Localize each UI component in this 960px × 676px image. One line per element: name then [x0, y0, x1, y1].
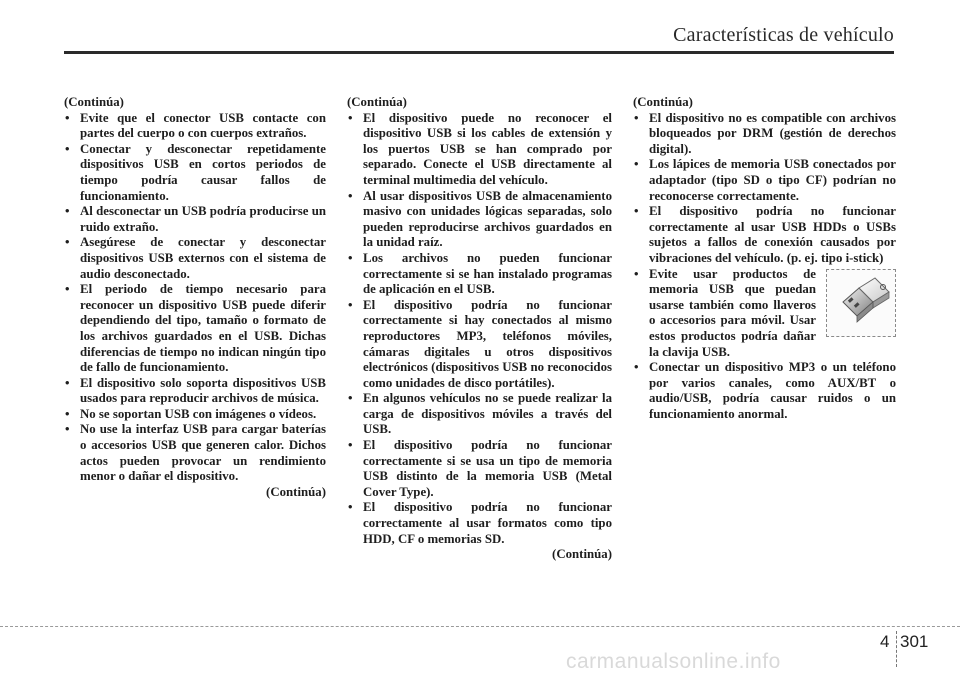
- bullet-item: • Conectar y desconectar repetidamente dispositivos USB en cortos periodos de tiempo podría causar fallos de funcionamiento.: [64, 142, 326, 204]
- bullet-item: • El dispositivo podría no funcionar correctamente si hay conectados al mismo reproductores MP3, teléfonos móviles, cámaras digitales u otros dispositivos electrónicos (dispositivos USB no reconocidos como unidades de disco portátiles).: [347, 298, 612, 392]
- bullet-item: • El dispositivo podría no funcionar correctamente al usar formatos como tipo HDD, CF o memorias SD.: [347, 500, 612, 547]
- usb-keychain-figure: [826, 269, 896, 337]
- page-number-separator: [896, 631, 897, 667]
- bullet-list: [64, 111, 326, 485]
- bullet-item: • El dispositivo podría no funcionar correctamente si se usa un tipo de memoria USB distinto de la memoria USB (Metal Cover Type).: [347, 438, 612, 500]
- bullet-item: • Evite que el conector USB contacte con partes del cuerpo o con cuerpos extraños.: [64, 111, 326, 142]
- bullet-item: • El dispositivo podría no funcionar correctamente al usar USB HDDs o USBs sujetos a fallos de conexión causados por vibraciones del vehículo. (p. ej. tipo i-stick): [633, 204, 896, 266]
- page-header-title: Características de vehículo: [673, 24, 894, 46]
- footer-dashed-rule: [0, 626, 960, 627]
- bullet-item: • Al desconectar un USB podría producirse un ruido extraño.: [64, 204, 326, 235]
- continued-label-top: (Continúa): [64, 95, 124, 109]
- header-rule: [64, 51, 894, 54]
- bullet-item: • Los lápices de memoria USB conectados por adaptador (tipo SD o tipo CF) podrían no reconocerse correctamente.: [633, 157, 896, 204]
- bullet-item-text: Evite usar productos de memoria USB que puedan usarse también como llaveros o accesorios para móvil. Usar estos productos podría dañar la clavija USB.: [649, 266, 816, 359]
- continued-label-top: (Continúa): [347, 95, 407, 109]
- usb-stick-icon: [829, 272, 893, 334]
- column-1: [64, 95, 326, 500]
- chapter-number: 4: [880, 632, 890, 651]
- bullet-item: • No use la interfaz USB para cargar baterías o accesorios USB que generen calor. Dichos actos pueden provocar un rendimiento menor o dañar el dispositivo.: [64, 422, 326, 484]
- bullet-item: • En algunos vehículos no se puede realizar la carga de dispositivos móviles a través del USB.: [347, 391, 612, 438]
- bullet-item: • El periodo de tiempo necesario para reconocer un dispositivo USB puede diferir dependiendo del tipo, tamaño o formato de los archivos guardados en el USB. Dichas diferencias de tiempo no indican ningún tipo de fallo de funcionamiento.: [64, 282, 326, 376]
- continued-label-bottom: (Continúa): [552, 547, 612, 562]
- bullet-list: [347, 111, 612, 548]
- bullet-item: • Al usar dispositivos USB de almacenamiento masivo con unidades lógicas separadas, solo pueden reproducirse archivos guardados en la unidad raíz.: [347, 189, 612, 251]
- bullet-item: • No se soportan USB con imágenes o vídeos.: [64, 407, 326, 423]
- page-number: 301: [900, 632, 929, 651]
- bullet-item: • El dispositivo solo soporta dispositivos USB usados para reproducir archivos de música.: [64, 376, 326, 407]
- bullet-item: • Los archivos no pueden funcionar correctamente si se han instalado programas de aplicación en el USB.: [347, 251, 612, 298]
- bullet-item: • El dispositivo no es compatible con archivos bloqueados por DRM (gestión de derechos digital).: [633, 111, 896, 158]
- bullet-item-with-figure: [633, 267, 896, 361]
- continued-label-top: (Continúa): [633, 95, 693, 109]
- bullet-item: • El dispositivo puede no reconocer el dispositivo USB si los cables de extensión y los puertos USB se han comprado por separado. Conecte el USB directamente al terminal multimedia del vehículo.: [347, 111, 612, 189]
- column-3: [633, 95, 896, 422]
- bullet-item: • Conectar un dispositivo MP3 o un teléfono por varios canales, como AUX/BT o audio/USB, podría causar ruidos o un funcionamiento anormal.: [633, 360, 896, 422]
- bullet-list: [633, 111, 896, 423]
- continued-label-bottom: (Continúa): [266, 484, 326, 499]
- bullet-item: • Asegúrese de conectar y desconectar dispositivos USB externos con el sistema de audio desconectado.: [64, 235, 326, 282]
- watermark-logo: carmanualsonline.info: [566, 650, 781, 673]
- column-2: [347, 95, 612, 563]
